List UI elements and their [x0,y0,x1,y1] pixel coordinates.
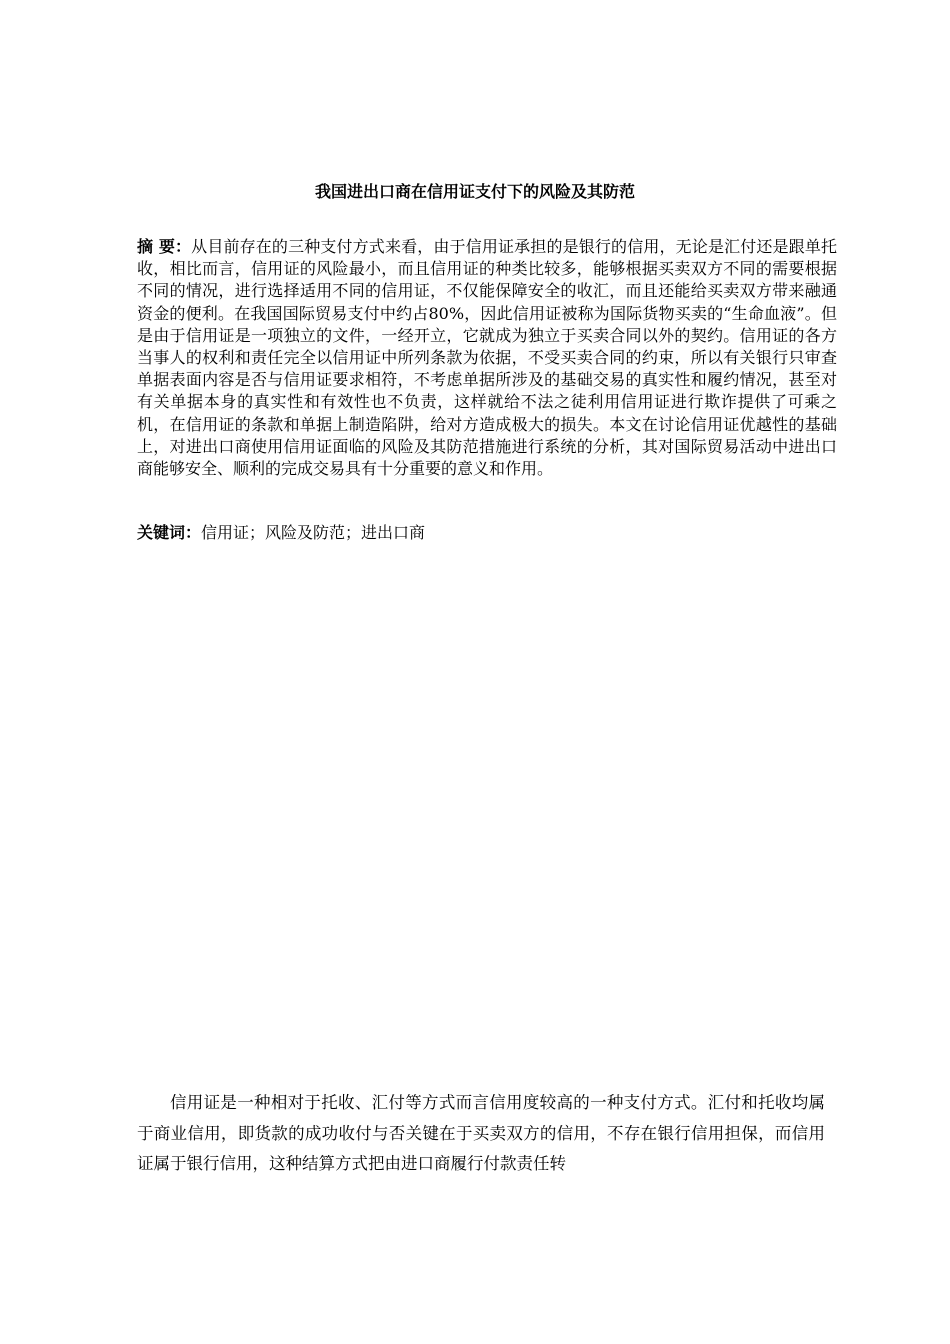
keywords-line [137,522,837,544]
keywords-text: 信用证；风险及防范；进出口商 [201,523,426,542]
abstract-label: 摘 要： [137,237,192,256]
document-title: 我国进出口商在信用证支付下的风险及其防范 [314,182,635,201]
abstract-paragraph [137,236,837,480]
keywords-label: 关键词： [137,523,202,542]
body-paragraph: 信用证是一种相对于托收、汇付等方式而言信用度较高的一种支付方式。汇付和托收均属于商业信用，即货款的成功收付与否关键在于买卖双方的信用，不存在银行信用担保，而信用证属于银行信用，这种结算方式把由进口商履行付款责任转 [137,1093,825,1173]
abstract-text: 从目前存在的三种支付方式来看，由于信用证承担的是银行的信用，无论是汇付还是跟单托收，相比而言，信用证的风险最小，而且信用证的种类比较多，能够根据买卖双方不同的需要根据不同的情况，进行选择适用不同的信用证，不仅能保障安全的收汇，而且还能给买卖双方带来融通资金的便利。在我国国际贸易支付中约占80%，因此信用证被称为国际货物买卖的“生命血液”。但是由于信用证是一项独立的文件，一经开立，它就成为独立于买卖合同以外的契约。信用证的各方当事人的权利和责任完全以信用证中所列条款为依据，不受买卖合同的约束，所以有关银行只审查单据表面内容是否与信用证要求相符，不考虑单据所涉及的基础交易的真实性和履约情况，甚至对有关单据本身的真实性和有效性也不负责，这样就给不法之徒利用信用证进行欺诈提供了可乘之机，在信用证的条款和单据上制造陷阱，给对方造成极大的损失。本文在讨论信用证优越性的基础上，对进出口商使用信用证面临的风险及其防范措施进行系统的分析，其对国际贸易活动中进出口商能够安全、顺利的完成交易具有十分重要的意义和作用。 [137,237,837,479]
